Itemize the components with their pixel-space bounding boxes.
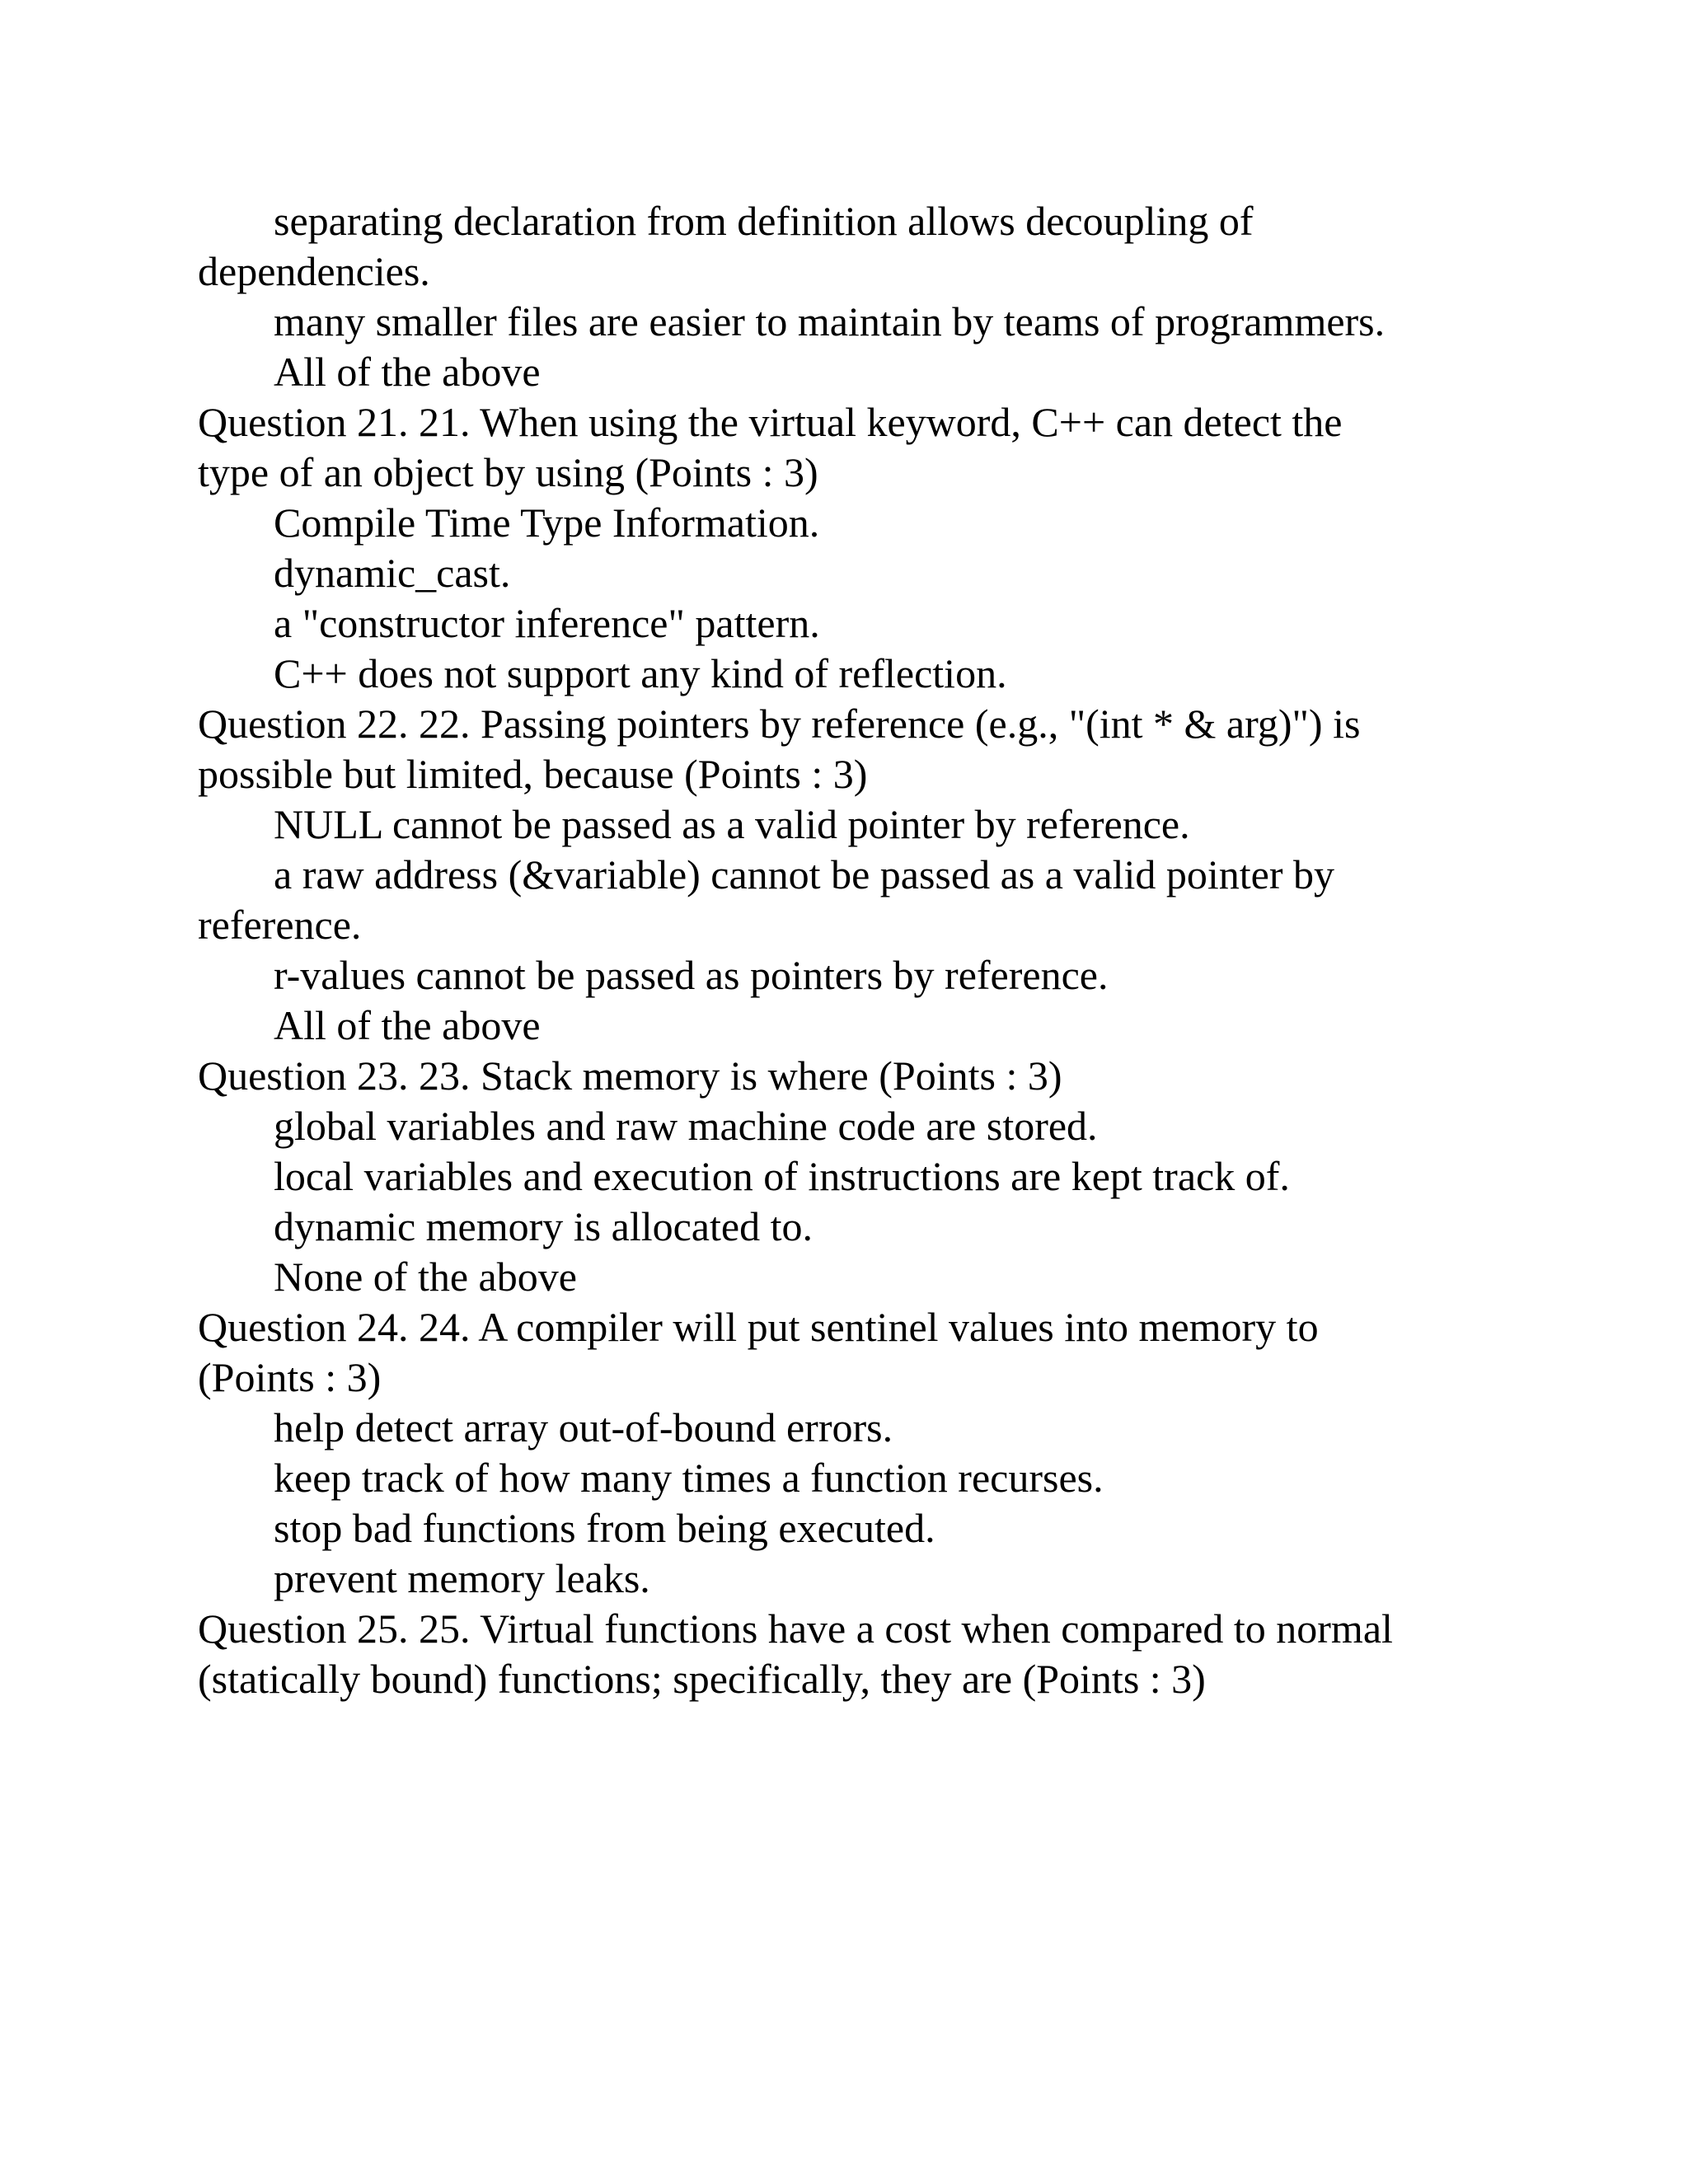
option-line-wrap: dependencies.	[198, 248, 430, 294]
answer-option: C++ does not support any kind of reflection.	[274, 650, 1007, 696]
question-stem: Question 25. 25. Virtual functions have a cost when compared to normal	[198, 1605, 1393, 1652]
answer-option: dynamic_cast.	[274, 550, 511, 596]
answer-option: None of the above	[274, 1254, 577, 1300]
answer-option: NULL cannot be passed as a valid pointer by reference.	[274, 801, 1190, 847]
answer-option-wrap: reference.	[198, 902, 362, 948]
answer-option: global variables and raw machine code are stored.	[274, 1103, 1098, 1149]
question-25	[198, 1604, 1500, 1704]
question-20-continuation	[198, 196, 1500, 397]
page-content	[198, 196, 1500, 1704]
question-stem: possible but limited, because (Points : 3)	[198, 751, 868, 797]
answer-option: Compile Time Type Information.	[274, 499, 820, 546]
answer-option: a "constructor inference" pattern.	[274, 600, 820, 646]
answer-option: stop bad functions from being executed.	[274, 1505, 935, 1551]
question-stem: Question 21. 21. When using the virtual keyword, C++ can detect the	[198, 399, 1343, 445]
answer-option: local variables and execution of instructions are kept track of.	[274, 1153, 1290, 1199]
answer-option: help detect array out-of-bound errors.	[274, 1404, 893, 1451]
answer-option: keep track of how many times a function recurses.	[274, 1455, 1104, 1501]
option-line: many smaller files are easier to maintain by teams of programmers.	[274, 298, 1386, 344]
answer-option: prevent memory leaks.	[274, 1555, 650, 1601]
question-stem: type of an object by using (Points : 3)	[198, 449, 818, 495]
question-stem: Question 24. 24. A compiler will put sentinel values into memory to	[198, 1304, 1319, 1350]
question-21	[198, 397, 1500, 699]
question-22	[198, 699, 1500, 1051]
question-stem: (Points : 3)	[198, 1354, 382, 1400]
question-stem: Question 23. 23. Stack memory is where (Points : 3)	[198, 1052, 1062, 1099]
option-line: All of the above	[274, 349, 541, 395]
option-line: separating declaration from definition allows decoupling of	[274, 198, 1254, 244]
question-24	[198, 1302, 1500, 1604]
answer-option: dynamic memory is allocated to.	[274, 1203, 813, 1249]
answer-option: All of the above	[274, 1002, 541, 1048]
question-stem: (statically bound) functions; specifically, they are (Points : 3)	[198, 1656, 1206, 1702]
answer-option: a raw address (&variable) cannot be passed as a valid pointer by	[274, 851, 1335, 898]
answer-option: r-values cannot be passed as pointers by reference.	[274, 952, 1109, 998]
question-23	[198, 1051, 1500, 1302]
question-stem: Question 22. 22. Passing pointers by reference (e.g., "(int * & arg)") is	[198, 701, 1361, 747]
